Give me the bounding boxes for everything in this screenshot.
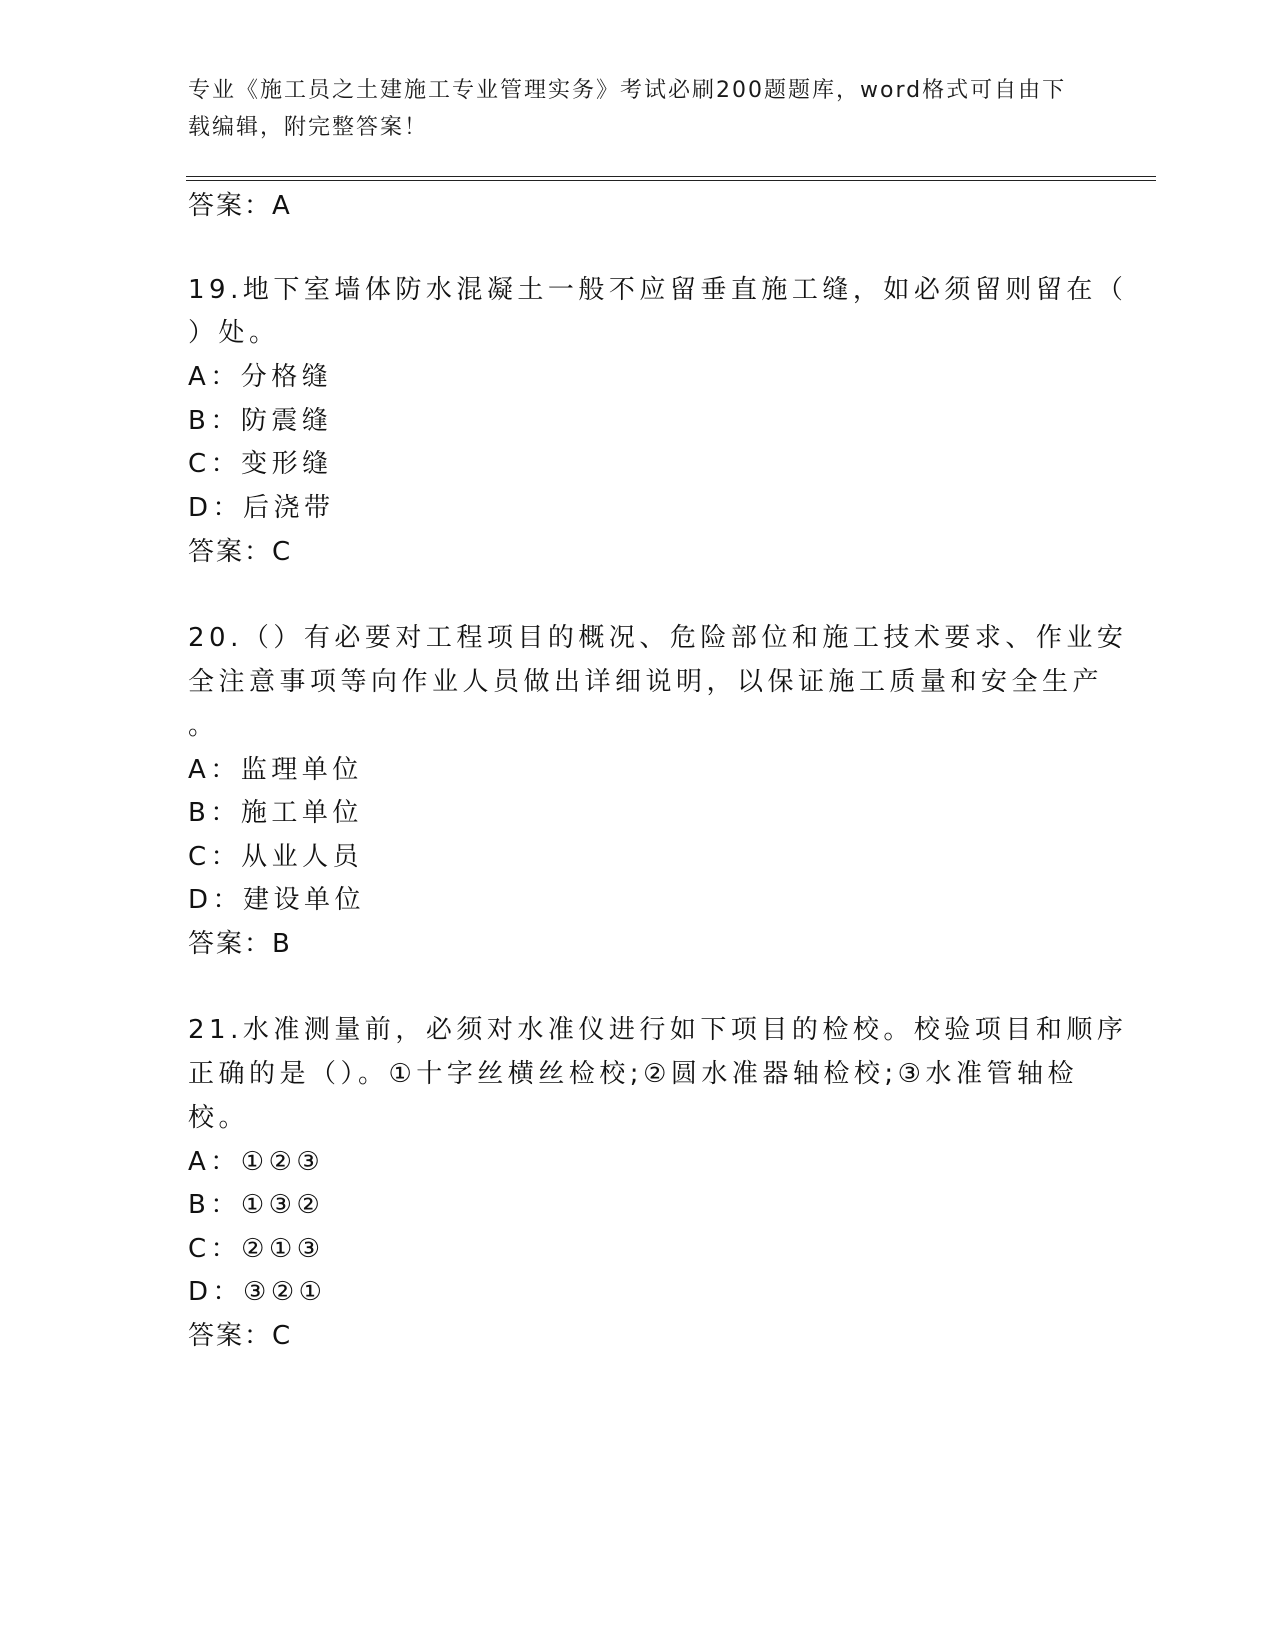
answer-19: 答案：C [188,537,293,567]
question-21-line-2: 正确的是（）。①十字丝横丝检校;②圆水准器轴检校;③水准管轴检 [188,1059,1078,1089]
question-20-option-d: D：建设单位 [188,885,366,915]
header-divider [186,176,1156,181]
question-19-option-a: A：分格缝 [188,362,333,392]
question-19-option-d: D：后浇带 [188,493,335,523]
page-header: 专业《施工员之土建施工专业管理实务》考试必刷200题题库，word格式可自由下载编辑，附完整答案！ [188,78,1067,140]
answer-20: 答案：B [188,929,292,959]
question-21-option-b: B：①③② [188,1190,325,1220]
question-19-option-b: B：防震缝 [188,406,333,436]
question-20-option-a: A：监理单位 [188,755,363,785]
question-20-line-2: 全注意事项等向作业人员做出详细说明，以保证施工质量和安全生产 [188,667,1104,697]
question-20-line-3: 。 [188,711,219,741]
question-19-option-c: C：变形缝 [188,449,333,479]
question-21-line-1: 21.水准测量前，必须对水准仪进行如下项目的检校。校验项目和顺序 [188,1015,1128,1045]
question-19-line-1: 19.地下室墙体防水混凝土一般不应留垂直施工缝，如必须留则留在（ [188,275,1128,305]
question-20-option-b: B：施工单位 [188,798,363,828]
question-20-line-1: 20.（）有必要对工程项目的概况、危险部位和施工技术要求、作业安 [188,623,1128,653]
question-21-option-c: C：②①③ [188,1234,325,1264]
question-19-line-2: ）处。 [188,318,280,348]
answer-21: 答案：C [188,1321,293,1351]
question-21-line-3: 校。 [188,1103,250,1133]
answer-18: 答案：A [188,191,292,221]
question-21-option-d: D：③②① [188,1277,327,1307]
question-21-option-a: A：①②③ [188,1147,325,1177]
question-20-option-c: C：从业人员 [188,842,364,872]
